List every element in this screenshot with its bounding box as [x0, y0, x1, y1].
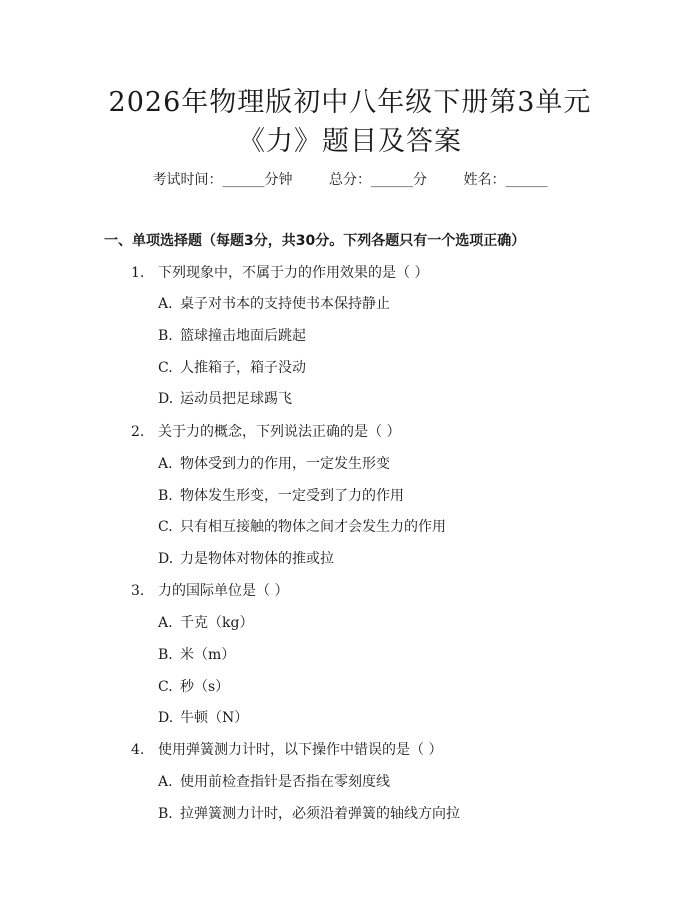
exam-time	[153, 169, 293, 189]
section-heading: 一、单项选择题（每题3分，共30分。下列各题只有一个选项正确）	[104, 233, 526, 249]
option-key: B.	[158, 647, 173, 663]
answer-option	[158, 612, 253, 632]
option-key: A.	[158, 296, 173, 312]
question-text: 关于力的概念，下列说法正确的是（ ）	[158, 424, 401, 440]
option-text: 拉弹簧测力计时，必须沿着弹簧的轴线方向拉	[180, 806, 460, 822]
exam-time-blank: ______分钟	[222, 172, 293, 188]
option-text: 人推箱子，箱子没动	[180, 360, 306, 376]
question-text: 下列现象中，不属于力的作用效果的是（ ）	[158, 265, 429, 281]
option-key: D.	[158, 710, 174, 726]
option-text: 牛顿（N）	[180, 710, 249, 726]
option-text: 篮球撞击地面后跳起	[180, 328, 306, 344]
student-name	[463, 169, 547, 189]
question-number: 1.	[131, 265, 145, 281]
option-key: A.	[158, 456, 173, 472]
option-text: 米（m）	[180, 647, 236, 663]
document-title-line-2: 《力》题目及答案	[238, 126, 462, 157]
option-key: C.	[158, 679, 173, 695]
exam-time-label: 考试时间：	[152, 172, 223, 188]
option-key: B.	[158, 328, 173, 344]
option-text: 物体受到力的作用，一定发生形变	[180, 456, 390, 472]
answer-option	[158, 771, 390, 791]
answer-option	[158, 707, 248, 727]
option-text: 只有相互接触的物体之间才会发生力的作用	[180, 519, 446, 535]
answer-option	[158, 516, 446, 536]
document-title-line-1: 2026年物理版初中八年级下册第3单元	[108, 87, 592, 118]
answer-option	[158, 453, 390, 473]
option-key: D.	[158, 391, 174, 407]
option-key: A.	[158, 774, 173, 790]
question-stem	[131, 580, 288, 600]
question-number: 4.	[131, 742, 145, 758]
question-stem	[131, 262, 428, 282]
exam-meta	[0, 169, 700, 189]
option-key: B.	[158, 806, 173, 822]
option-text: 使用前检查指针是否指在零刻度线	[180, 774, 390, 790]
question-number: 3.	[131, 583, 145, 599]
answer-option	[158, 676, 229, 696]
option-text: 运动员把足球踢飞	[180, 391, 292, 407]
option-text: 物体发生形变，一定受到了力的作用	[180, 488, 404, 504]
question-text: 力的国际单位是（ ）	[158, 583, 289, 599]
answer-option	[158, 644, 235, 664]
option-text: 千克（kg）	[180, 615, 254, 631]
option-key: C.	[158, 360, 173, 376]
option-key: C.	[158, 519, 173, 535]
answer-option	[158, 388, 292, 408]
option-text: 桌子对书本的支持使书本保持静止	[180, 296, 390, 312]
option-text: 秒（s）	[180, 679, 230, 695]
option-key: A.	[158, 615, 173, 631]
answer-option	[158, 357, 306, 377]
question-text: 使用弹簧测力计时，以下操作中错误的是（ ）	[158, 742, 443, 758]
answer-option	[158, 803, 460, 823]
question-stem	[131, 739, 442, 759]
answer-option	[158, 293, 390, 313]
student-name-blank: ______	[505, 172, 548, 188]
answer-option	[158, 325, 306, 345]
option-key: B.	[158, 488, 173, 504]
total-score	[329, 169, 427, 189]
student-name-label: 姓名：	[463, 172, 506, 188]
question-number: 2.	[131, 424, 145, 440]
option-text: 力是物体对物体的推或拉	[180, 551, 334, 567]
answer-option	[158, 548, 334, 568]
option-key: D.	[158, 551, 174, 567]
question-stem	[131, 421, 400, 441]
answer-option	[158, 485, 404, 505]
total-score-blank: ______分	[371, 172, 427, 188]
total-score-label: 总分：	[329, 172, 371, 188]
